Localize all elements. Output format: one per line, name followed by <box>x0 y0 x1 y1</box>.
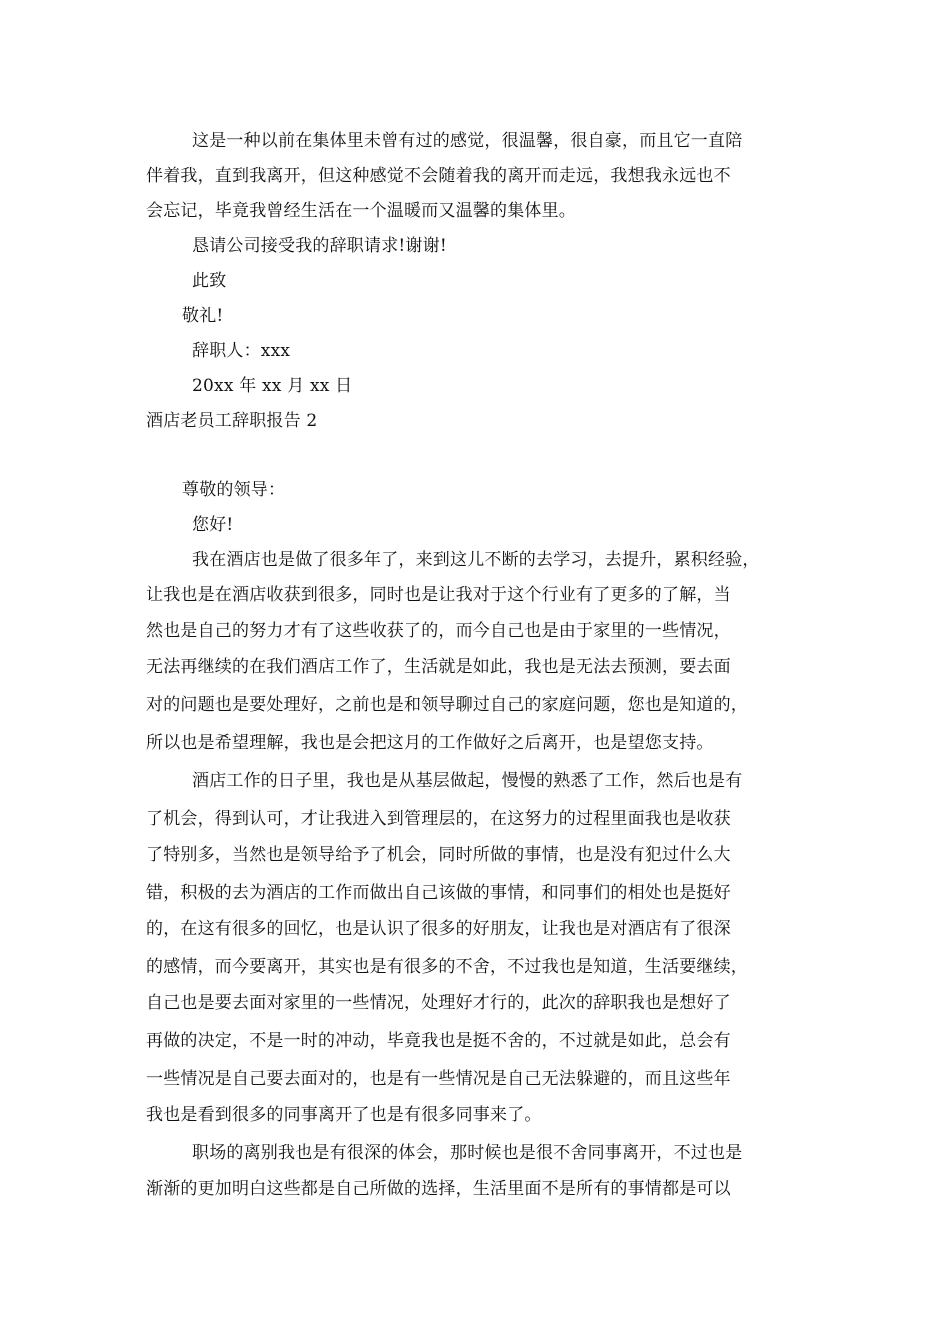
body-line: 的感情，而今要离开，其实也是有很多的不舍，不过我也是知道，生活要继续， <box>146 957 748 977</box>
section-title: 酒店老员工辞职报告 2 <box>146 411 318 431</box>
body-line: 会忘记，毕竟我曾经生活在一个温暖而又温馨的集体里。 <box>146 201 576 221</box>
body-line: 错，积极的去为酒店的工作而做出自己该做的事情，和同事们的相处也是挺好 <box>146 883 731 903</box>
body-line: 伴着我，直到我离开，但这种感觉不会随着我的离开而走远，我想我永远也不 <box>146 166 731 186</box>
body-line: 了机会，得到认可，才让我进入到管理层的，在这努力的过程里面我也是收获 <box>146 809 731 829</box>
body-line: 对的问题也是要处理好，之前也是和领导聊过自己的家庭问题，您也是知道的， <box>146 695 748 715</box>
body-line: 让我也是在酒店收获到很多，同时也是让我对于这个行业有了更多的了解，当 <box>146 585 731 605</box>
body-line: 然也是自己的努力才有了这些收获了的，而今自己也是由于家里的一些情况， <box>146 621 731 641</box>
body-line: 了特别多，当然也是领导给予了机会，同时所做的事情，也是没有犯过什么大 <box>146 845 731 865</box>
body-line: 渐渐的更加明白这些都是自己所做的选择，生活里面不是所有的事情都是可以 <box>146 1179 731 1199</box>
body-line: 无法再继续的在我们酒店工作了，生活就是如此，我也是无法去预测，要去面 <box>146 657 731 677</box>
signature-line: 辞职人：xxx <box>192 341 291 361</box>
hello-line: 您好! <box>192 515 234 535</box>
body-line: 一些情况是自己要去面对的，也是有一些情况是自己无法躲避的，而且这些年 <box>146 1069 731 1089</box>
greeting: 尊敬的领导： <box>182 480 286 500</box>
body-line: 自己也是要去面对家里的一些情况，处理好才行的，此次的辞职我也是想好了 <box>146 993 731 1013</box>
closing-request: 恳请公司接受我的辞职请求!谢谢! <box>192 236 447 256</box>
regards: 敬礼! <box>182 306 224 326</box>
body-line: 所以也是希望理解，我也是会把这月的工作做好之后离开，也是望您支持。 <box>146 733 714 753</box>
body-line: 再做的决定，不是一时的冲动，毕竟我也是挺不舍的，不过就是如此，总会有 <box>146 1031 731 1051</box>
body-line: 我也是看到很多的同事离开了也是有很多同事来了。 <box>146 1105 542 1125</box>
body-line: 职场的离别我也是有很深的体会，那时候也是很不舍同事离开，不过也是 <box>192 1143 743 1163</box>
body-line: 我在酒店也是做了很多年了，来到这儿不断的去学习，去提升，累积经验， <box>192 550 760 570</box>
body-line: 酒店工作的日子里，我也是从基层做起，慢慢的熟悉了工作，然后也是有 <box>192 771 743 791</box>
date-line: 20xx 年 xx 月 xx 日 <box>192 376 353 396</box>
body-line: 这是一种以前在集体里未曾有过的感觉，很温馨，很自豪，而且它一直陪 <box>192 131 743 151</box>
salutation-closing: 此致 <box>192 271 227 291</box>
body-line: 的，在这有很多的回忆，也是认识了很多的好朋友，让我也是对酒店有了很深 <box>146 919 731 939</box>
